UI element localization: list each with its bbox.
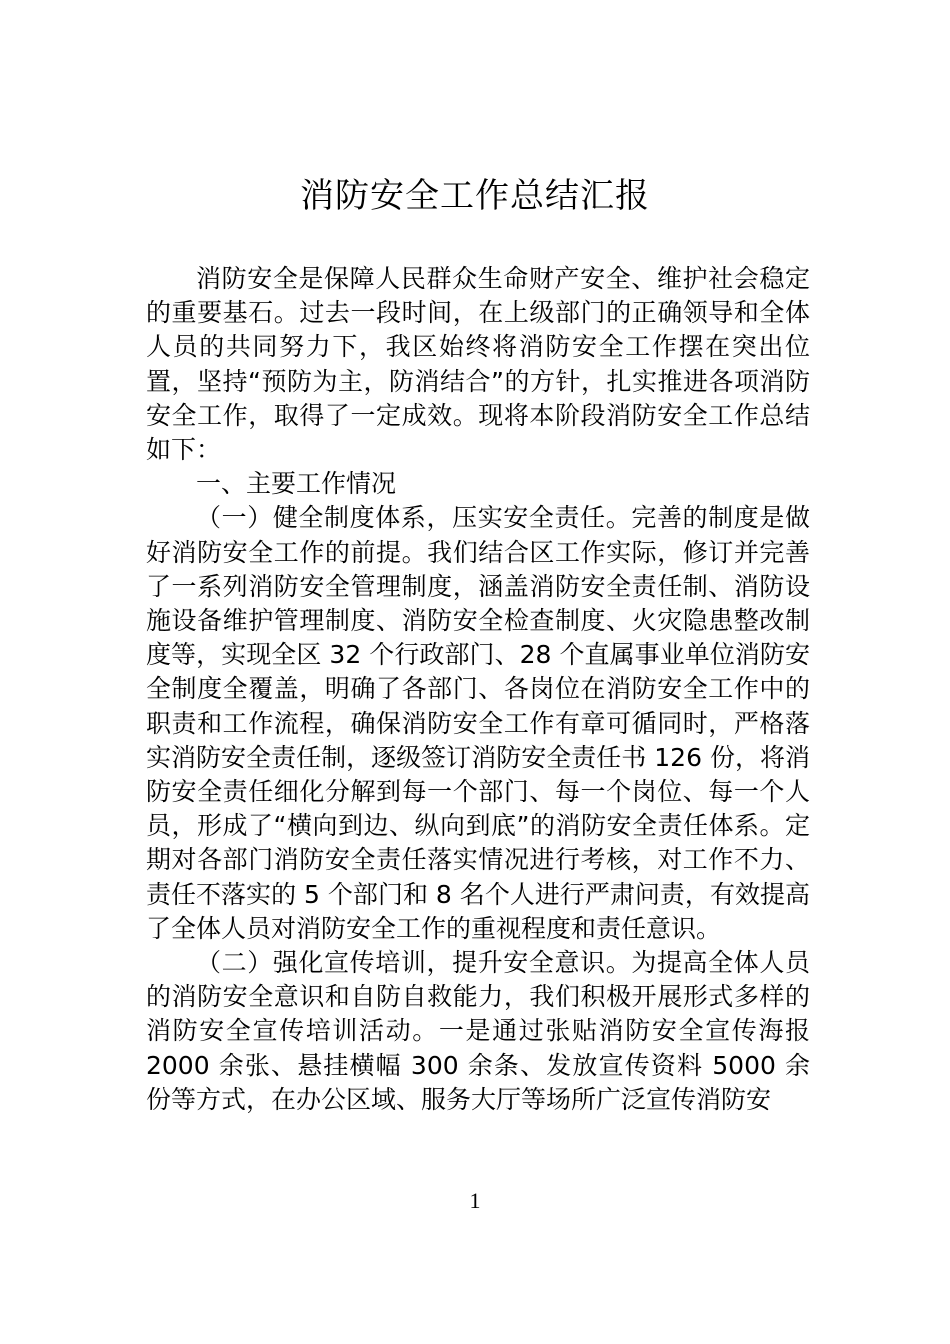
body-paragraph: （一）健全制度体系，压实安全责任。完善的制度是做好消防安全工作的前提。我们结合区工作实际，修订并完善了一系列消防安全管理制度，涵盖消防安全责任制、消防设施设备维护管理制度、消防安全检查制度、火灾隐患整改制度等，实现全区 32 个行政部门、28 个直属事业单位消防安全制度全覆盖，明确了各部门、各岗位在消防安全工作中的职责和工作流程，确保消防安全工作有章可循同时，严格落实消防安全责任制，逐级签订消防安全责任书 126 份，将消防安全责任细化分解到每一个部门、每一个岗位、每一个人员，形成了“横向到边、纵向到底”的消防安全责任体系。定期对各部门消防安全责任落实情况进行考核，对工作不力、责任不落实的 5 个部门和 8 名个人进行严肃问责，有效提高了全体人员对消防安全工作的重视程度和责任意识。 [146, 503, 810, 943]
document-title: 消防安全工作总结汇报 [300, 176, 650, 216]
intro-paragraph: 消防安全是保障人民群众生命财产安全、维护社会稳定的重要基石。过去一段时间，在上级部门的正确领导和全体人员的共同努力下，我区始终将消防安全工作摆在突出位置，坚持“预防为主，防消结合”的方针，扎实推进各项消防安全工作，取得了一定成效。现将本阶段消防安全工作总结如下： [146, 264, 810, 465]
body-paragraph: （二）强化宣传培训，提升安全意识。为提高全体人员的消防安全意识和自防自救能力，我们积极开展形式多样的消防安全宣传培训活动。一是通过张贴消防安全宣传海报 2000 余张、悬挂横幅 300 余条、发放宣传资料 5000 余份等方式，在办公区域、服务大厅等场所广泛宣传消防安 [146, 948, 810, 1114]
document-body [146, 262, 810, 1117]
page-number: 1 [469, 1188, 481, 1213]
section-heading: 一、主要工作情况 [196, 469, 397, 499]
